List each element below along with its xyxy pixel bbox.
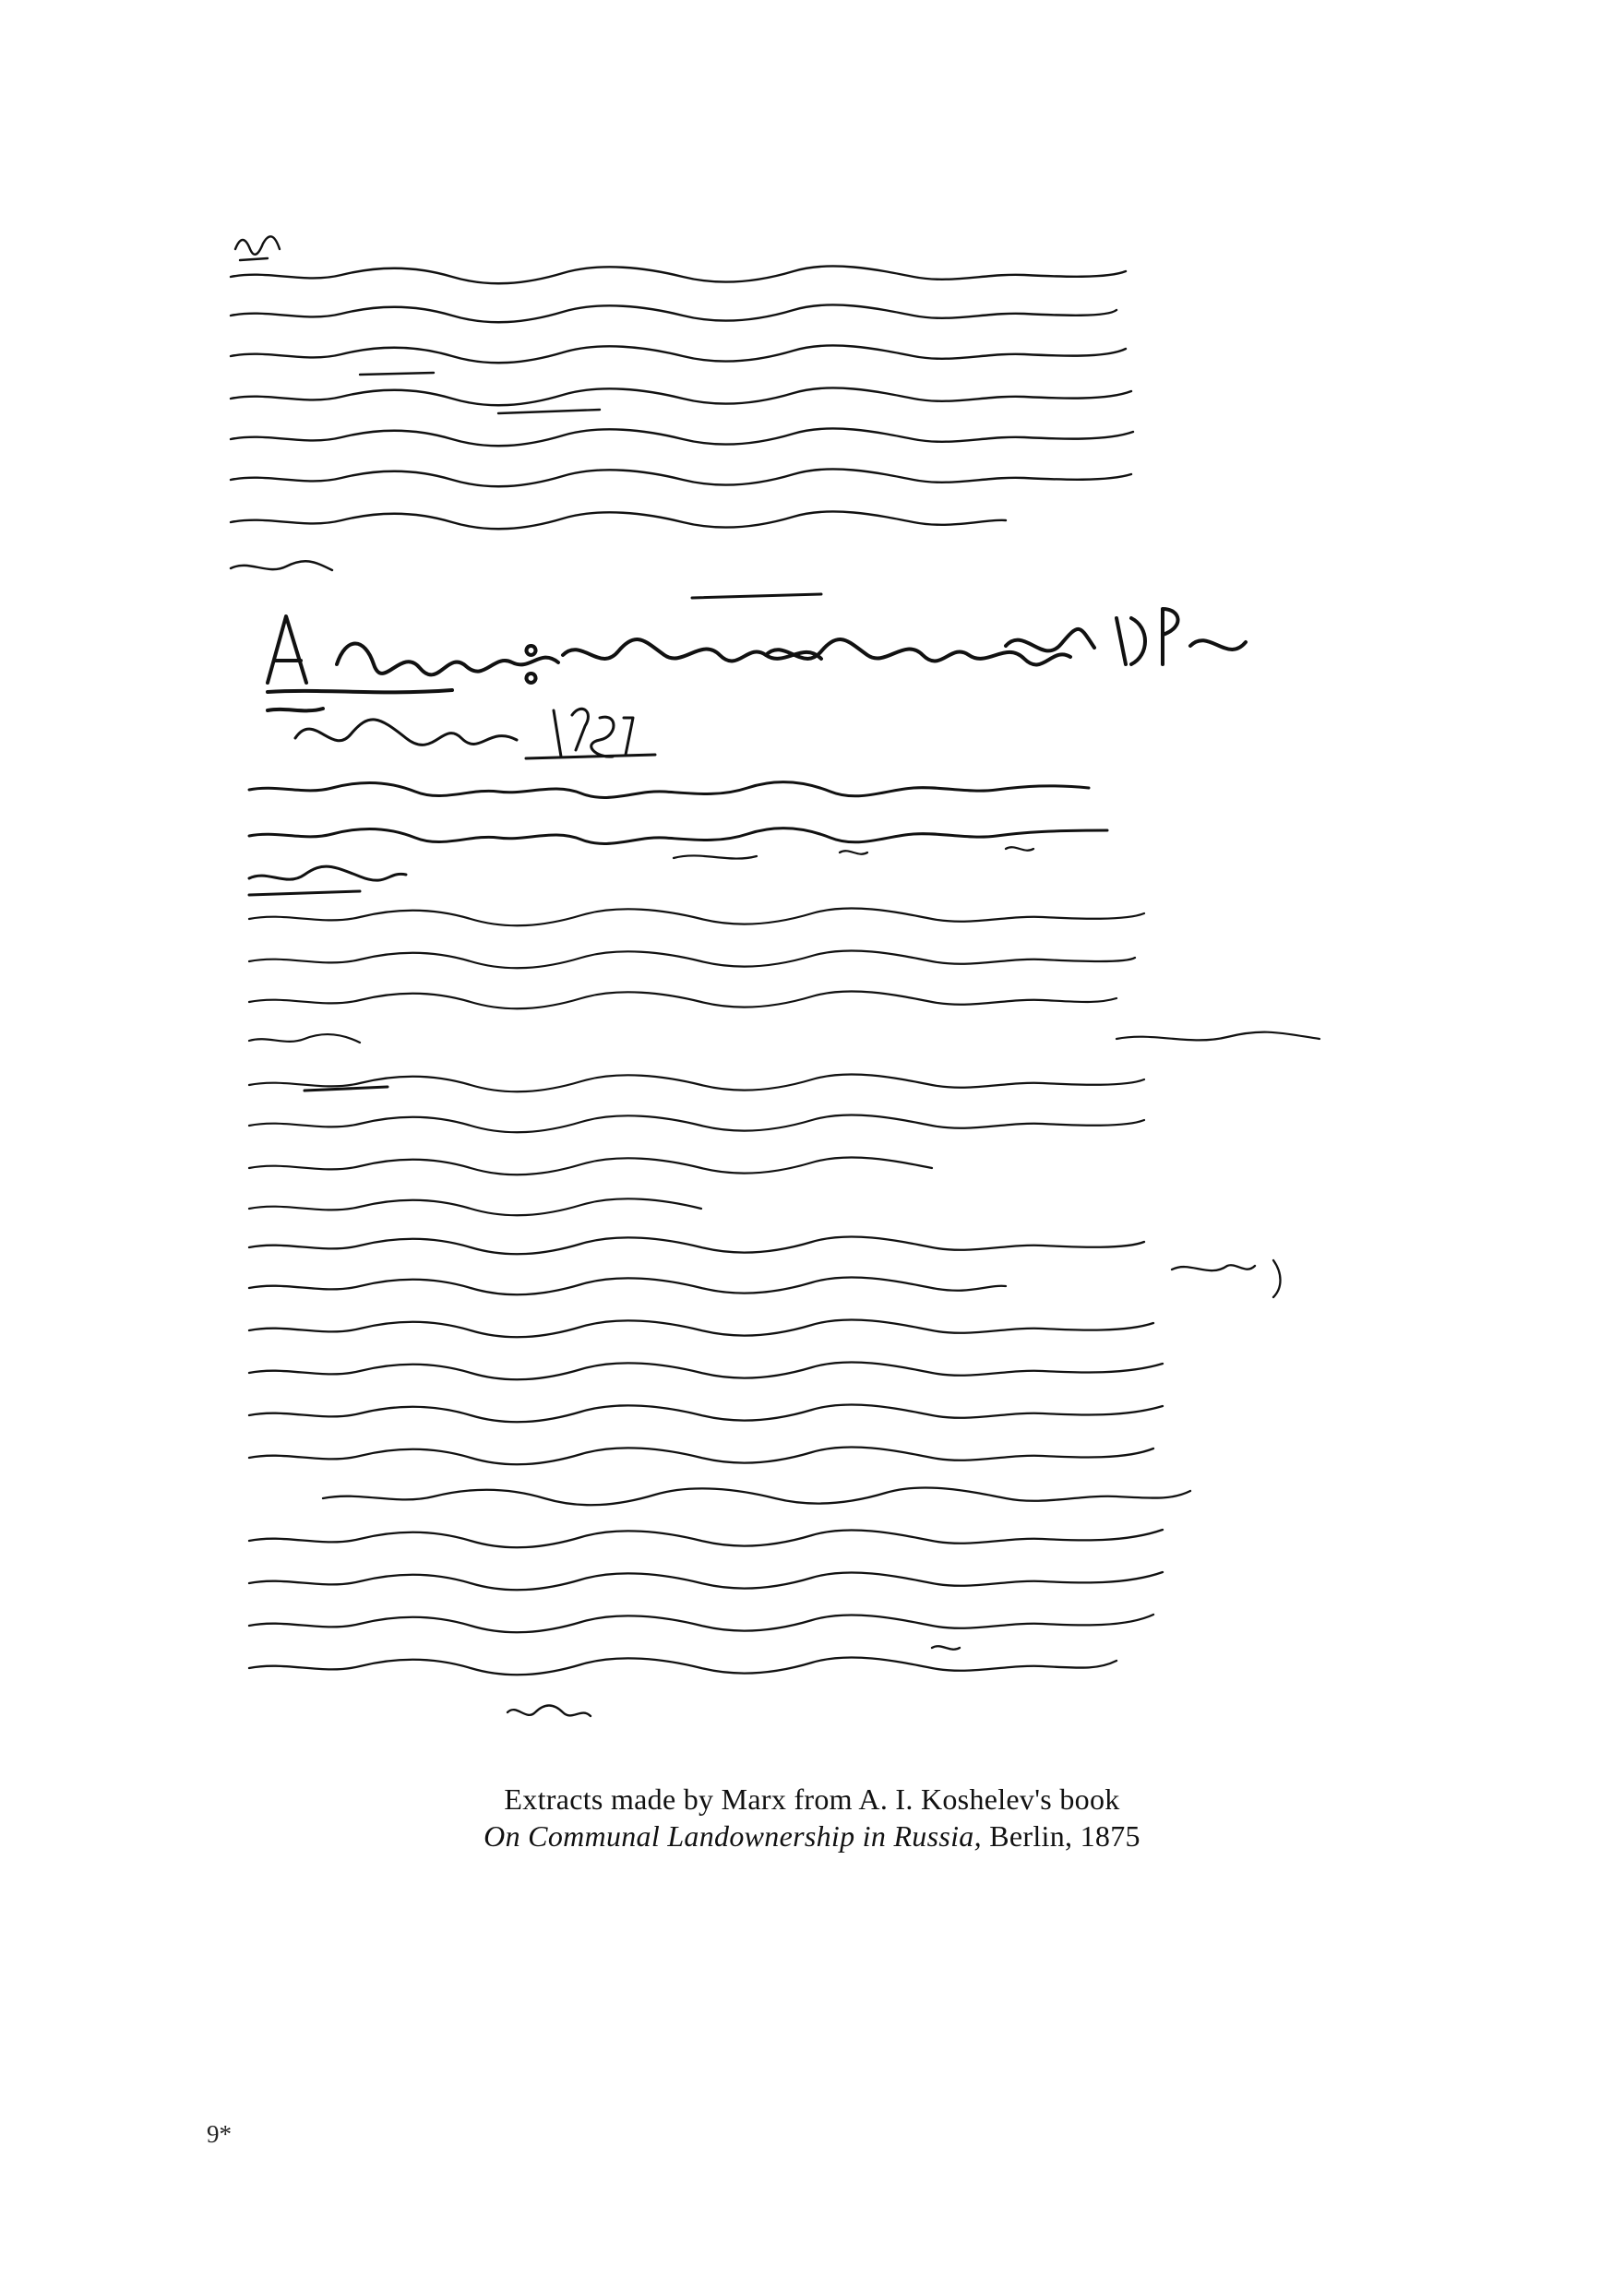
handwriting-block-opening [231, 236, 1133, 570]
caption-publication-info: Berlin, 1875 [981, 1819, 1140, 1853]
page-number: 9* [207, 2120, 232, 2148]
handwritten-manuscript-image [212, 212, 1393, 1762]
handwriting-title-russian [268, 609, 1246, 710]
handwriting-block-closing [249, 1236, 1281, 1716]
caption-line-2 [0, 1818, 1624, 1854]
caption-line-1: Extracts made by Marx from A. I. Koshelev's book [504, 1782, 1120, 1816]
handwriting-subtitle [249, 709, 1107, 895]
separator-rule [692, 594, 821, 598]
figure-caption [0, 1781, 1624, 1854]
book-title: On Communal Landownership in Russia, [484, 1819, 982, 1853]
handwriting-block-notes [249, 847, 1320, 1215]
